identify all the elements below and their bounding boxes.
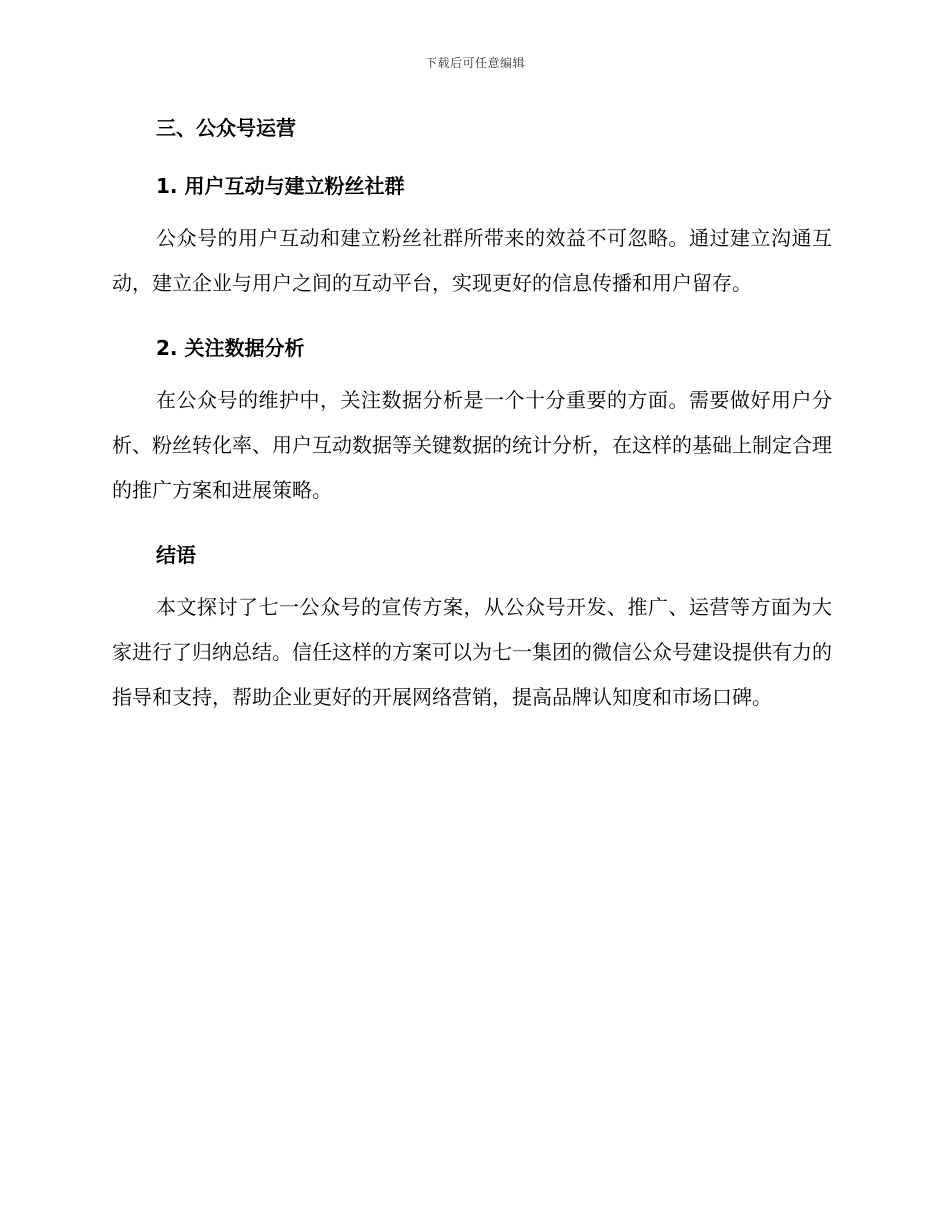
paragraph-conclusion: 本文探讨了七一公众号的宣传方案，从公众号开发、推广、运营等方面为大家进行了归纳总结。信任这样的方案可以为七一集团的微信公众号建设提供有力的指导和支持，帮助企业更好的开展网络营销，提高品牌认知度和市场口碑。 <box>112 595 832 709</box>
paragraph-user-interaction: 公众号的用户互动和建立粉丝社群所带来的效益不可忽略。通过建立沟通互动，建立企业与用户之间的互动平台，实现更好的信息传播和用户留存。 <box>112 226 832 295</box>
document-body <box>112 112 832 720</box>
section-heading: 三、公众号运营 <box>156 116 296 140</box>
subsection-heading-data-analysis: 2. 关注数据分析 <box>156 336 305 360</box>
subsection-heading-user-interaction: 1. 用户互动与建立粉丝社群 <box>156 174 405 198</box>
conclusion-heading: 结语 <box>156 543 196 567</box>
paragraph-data-analysis: 在公众号的维护中，关注数据分析是一个十分重要的方面。需要做好用户分析、粉丝转化率、用户互动数据等关键数据的统计分析，在这样的基础上制定合理的推广方案和进展策略。 <box>112 388 832 502</box>
header-note: 下载后可任意编辑 <box>424 56 525 70</box>
